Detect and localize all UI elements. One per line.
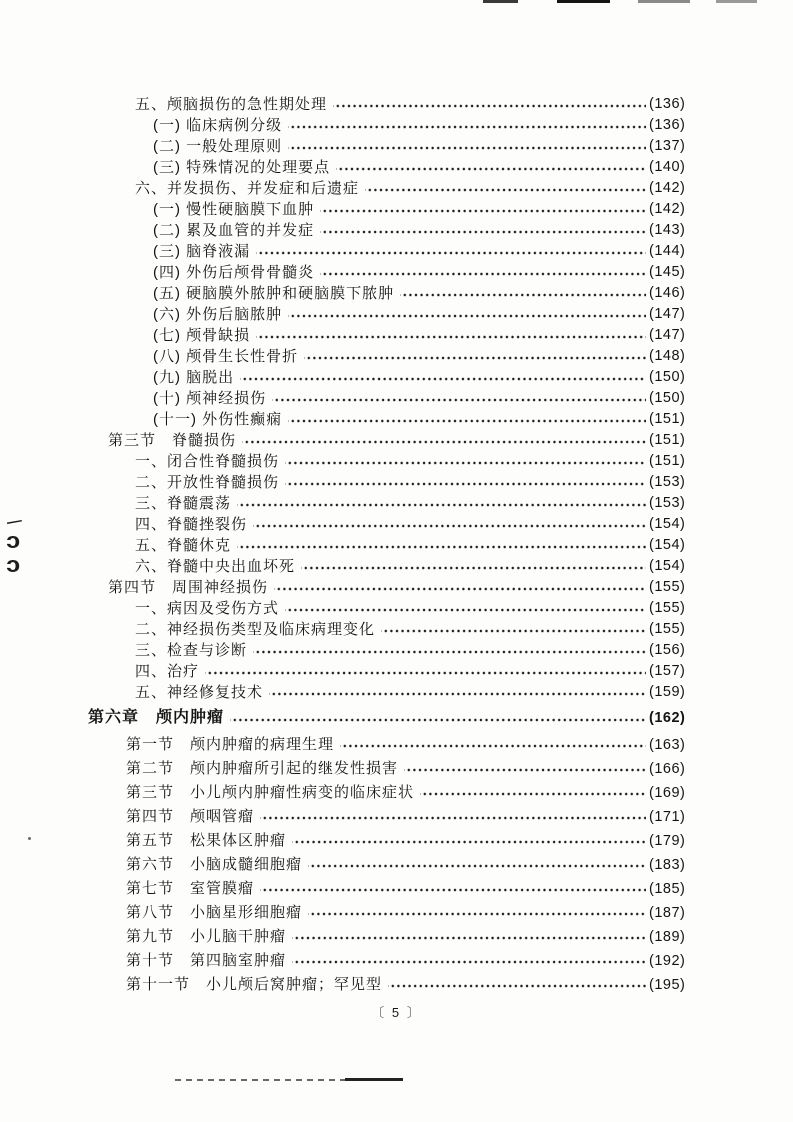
toc-entry-page: (153) [649, 474, 686, 490]
toc-entry [0, 367, 793, 388]
dot-leader [274, 577, 646, 598]
toc-entry-page: (185) [649, 881, 686, 897]
toc-entry-label: 三、脊髓震荡 [135, 495, 232, 512]
toc-entry [0, 829, 793, 853]
toc-entry [0, 493, 793, 514]
toc-entry-page: (143) [649, 222, 686, 238]
dot-leader [388, 973, 646, 997]
toc-entry-page: (154) [649, 537, 686, 553]
toc-entry [0, 535, 793, 556]
toc-entry-page: (155) [649, 579, 686, 595]
toc-entry-label: 四、治疗 [135, 663, 200, 680]
toc-entry [0, 805, 793, 829]
toc-entry-label: 第三节 小儿颅内肿瘤性病变的临床症状 [126, 784, 415, 801]
dot-leader [404, 757, 646, 781]
dot-leader [240, 367, 646, 388]
toc-entry-label: (二) 一般处理原则 [153, 138, 283, 155]
dot-leader [333, 94, 646, 115]
toc-entry-label: 第十节 第四脑室肿瘤 [126, 952, 287, 969]
toc-entry [0, 94, 793, 115]
toc-entry [0, 853, 793, 877]
toc-entry [0, 877, 793, 901]
toc-entry-label: 一、病因及受伤方式 [135, 600, 280, 617]
toc-entry [0, 781, 793, 805]
dot-leader [272, 388, 646, 409]
dot-leader [256, 325, 646, 346]
dot-leader [253, 640, 646, 661]
toc-entry-label: (六) 外伤后脑脓肿 [153, 306, 283, 323]
dot-leader [285, 598, 646, 619]
toc-entry-label: 第八节 小脑星形细胞瘤 [126, 904, 303, 921]
dot-leader [253, 514, 646, 535]
dot-leader [288, 136, 646, 157]
toc-entry-label: 第五节 松果体区肿瘤 [126, 832, 287, 849]
toc-entry-page: (192) [649, 953, 686, 969]
toc-entry [0, 451, 793, 472]
toc-entry-label: 第七节 室管膜瘤 [126, 880, 255, 897]
toc-entry-page: (148) [649, 348, 686, 364]
dot-leader [269, 682, 646, 703]
dot-leader [308, 901, 646, 925]
dot-leader [256, 241, 646, 262]
toc-entry [0, 409, 793, 430]
toc-entry-label: 第二节 颅内肿瘤所引起的继发性损害 [126, 760, 399, 777]
toc-entry-page: (179) [649, 833, 686, 849]
dot-leader [400, 283, 646, 304]
toc-entry [0, 115, 793, 136]
toc-entry [0, 220, 793, 241]
toc-entry-page: (145) [649, 264, 686, 280]
toc-entry [0, 241, 793, 262]
dot-leader [308, 853, 646, 877]
toc-entry-label: 五、颅脑损伤的急性期处理 [135, 96, 328, 113]
dot-leader [260, 877, 646, 901]
toc-entry [0, 472, 793, 493]
toc-entry [0, 430, 793, 451]
toc-entry-page: (195) [649, 977, 686, 993]
scan-artifact-bar [716, 0, 757, 3]
toc-entry-label: (九) 脑脱出 [153, 369, 235, 386]
toc-entry-label: (八) 颅骨生长性骨折 [153, 348, 299, 365]
toc-entry-label: (七) 颅骨缺损 [153, 327, 251, 344]
toc-entry [0, 973, 793, 997]
toc-entry [0, 556, 793, 577]
toc-entry-label: 四、脊髓挫裂伤 [135, 516, 248, 533]
toc-entry [0, 157, 793, 178]
dot-leader [285, 451, 646, 472]
toc-entry [0, 304, 793, 325]
toc-entry-page: (156) [649, 642, 686, 658]
toc-entry-page: (142) [649, 180, 686, 196]
dot-leader [237, 493, 646, 514]
dot-leader [288, 409, 646, 430]
dot-leader [292, 829, 646, 853]
toc-entry-label: (四) 外伤后颅骨骨髓炎 [153, 264, 315, 281]
page-number-footer: 〔 5 〕 [371, 1005, 422, 1020]
toc-entry-page: (189) [649, 929, 686, 945]
dot-leader [336, 157, 646, 178]
toc-entry [0, 577, 793, 598]
dot-leader [320, 220, 646, 241]
dot-leader [365, 178, 646, 199]
toc-entry-page: (162) [649, 710, 686, 726]
toc-entry [0, 136, 793, 157]
toc-entry-label: 第四节 周围神经损伤 [108, 579, 269, 596]
toc-entry-label: (三) 脑脊液漏 [153, 243, 251, 260]
dot-leader [304, 346, 646, 367]
toc-entry-page: (144) [649, 243, 686, 259]
toc-entry-page: (154) [649, 558, 686, 574]
toc-entry-page: (163) [649, 737, 686, 753]
toc-entry-page: (147) [649, 327, 686, 343]
toc-entry-page: (136) [649, 117, 686, 133]
handwritten-mark: — [5, 511, 24, 532]
toc-entry [0, 682, 793, 703]
toc-entry [0, 511, 793, 535]
dot-leader [301, 556, 646, 577]
toc-entry-label: 五、脊髓休克 [135, 537, 232, 554]
toc-entry-label: 六、脊髓中央出血坏死 [135, 558, 296, 575]
scan-artifact-bar [483, 0, 518, 3]
toc-entry-page: (151) [649, 432, 686, 448]
toc-entry [0, 661, 793, 682]
toc-entry-page: (155) [649, 600, 686, 616]
toc-entry-page: (146) [649, 285, 686, 301]
toc-entry-page: (187) [649, 905, 686, 921]
handwritten-mark: ɔ [6, 528, 21, 553]
toc-entry-page: (169) [649, 785, 686, 801]
toc-entry-label: 六、并发损伤、并发症和后遗症 [135, 180, 360, 197]
toc-entry [0, 199, 793, 220]
toc-entry-label: 一、闭合性脊髓损伤 [135, 453, 280, 470]
toc-entry [0, 640, 793, 661]
toc-entry-label: 第一节 颅内肿瘤的病理生理 [126, 736, 335, 753]
toc-entry-label: (十一) 外伤性癫痫 [153, 411, 283, 428]
toc-entry-page: (155) [649, 621, 686, 637]
toc-entry [0, 949, 793, 973]
toc-entry [0, 388, 793, 409]
dot-leader [381, 619, 646, 640]
dot-leader [205, 661, 646, 682]
toc-entry-page: (157) [649, 663, 686, 679]
toc-entry-label: (十) 颅神经损伤 [153, 390, 267, 407]
toc-entry-label: (五) 硬脑膜外脓肿和硬脑膜下脓肿 [153, 285, 395, 302]
toc-entry [0, 733, 793, 757]
toc-list [0, 94, 793, 997]
toc-entry-page: (136) [649, 96, 686, 112]
toc-entry-label: (三) 特殊情况的处理要点 [153, 159, 331, 176]
scan-smudge-line [345, 1078, 403, 1081]
toc-entry-page: (154) [649, 516, 686, 532]
toc-entry [0, 283, 793, 304]
toc-entry-label: 三、检查与诊断 [135, 642, 248, 659]
toc-entry-label: (一) 慢性硬脑膜下血肿 [153, 201, 315, 218]
toc-entry-label: 二、神经损伤类型及临床病理变化 [135, 621, 376, 638]
toc-entry-label: 第九节 小儿脑干肿瘤 [126, 928, 287, 945]
toc-entry [0, 325, 793, 346]
toc-entry-page: (159) [649, 684, 686, 700]
toc-entry [0, 262, 793, 283]
toc-entry [0, 598, 793, 619]
toc-entry [0, 178, 793, 199]
toc-entry-label: (一) 临床病例分级 [153, 117, 283, 134]
scan-artifact-bar [557, 0, 610, 3]
toc-entry-label: 第六章 颅内肿瘤 [88, 709, 225, 726]
dot-leader [230, 703, 646, 733]
dot-leader [292, 925, 646, 949]
scan-artifact-bar [638, 0, 690, 3]
dot-leader [288, 304, 646, 325]
toc-entry-page: (147) [649, 306, 686, 322]
toc-entry-label: 第十一节 小儿颅后窝肿瘤；罕见型 [126, 976, 383, 993]
toc-entry [0, 703, 793, 733]
toc-entry-page: (150) [649, 390, 686, 406]
toc-entry [0, 619, 793, 640]
toc-entry-label: 第六节 小脑成髓细胞瘤 [126, 856, 303, 873]
toc-entry-page: (171) [649, 809, 686, 825]
toc-entry [0, 346, 793, 367]
dot-leader [285, 472, 646, 493]
toc-entry-label: (二) 累及血管的并发症 [153, 222, 315, 239]
toc-entry-label: 五、神经修复技术 [135, 684, 264, 701]
dot-leader [237, 535, 646, 556]
dot-leader [260, 805, 646, 829]
toc-entry [0, 925, 793, 949]
toc-entry-page: (150) [649, 369, 686, 385]
toc-entry-page: (153) [649, 495, 686, 511]
toc-entry-label: 第四节 颅咽管瘤 [126, 808, 255, 825]
toc-entry [0, 757, 793, 781]
toc-entry-label: 第三节 脊髓损伤 [108, 432, 237, 449]
toc-entry [0, 901, 793, 925]
dot-leader [288, 115, 646, 136]
toc-entry-page: (142) [649, 201, 686, 217]
toc-entry-page: (151) [649, 411, 686, 427]
dot-leader [320, 262, 646, 283]
handwritten-mark: ɔ [6, 552, 21, 577]
toc-entry-page: (137) [649, 138, 686, 154]
toc-entry-page: (166) [649, 761, 686, 777]
dot-leader [320, 199, 646, 220]
toc-entry-page: (183) [649, 857, 686, 873]
dot-leader [292, 949, 646, 973]
dot-leader [420, 781, 646, 805]
toc-entry-label: 二、开放性脊髓损伤 [135, 474, 280, 491]
toc-entry-page: (140) [649, 159, 686, 175]
dot-leader [340, 733, 646, 757]
toc-entry-page: (151) [649, 453, 686, 469]
dot-leader [242, 430, 646, 451]
